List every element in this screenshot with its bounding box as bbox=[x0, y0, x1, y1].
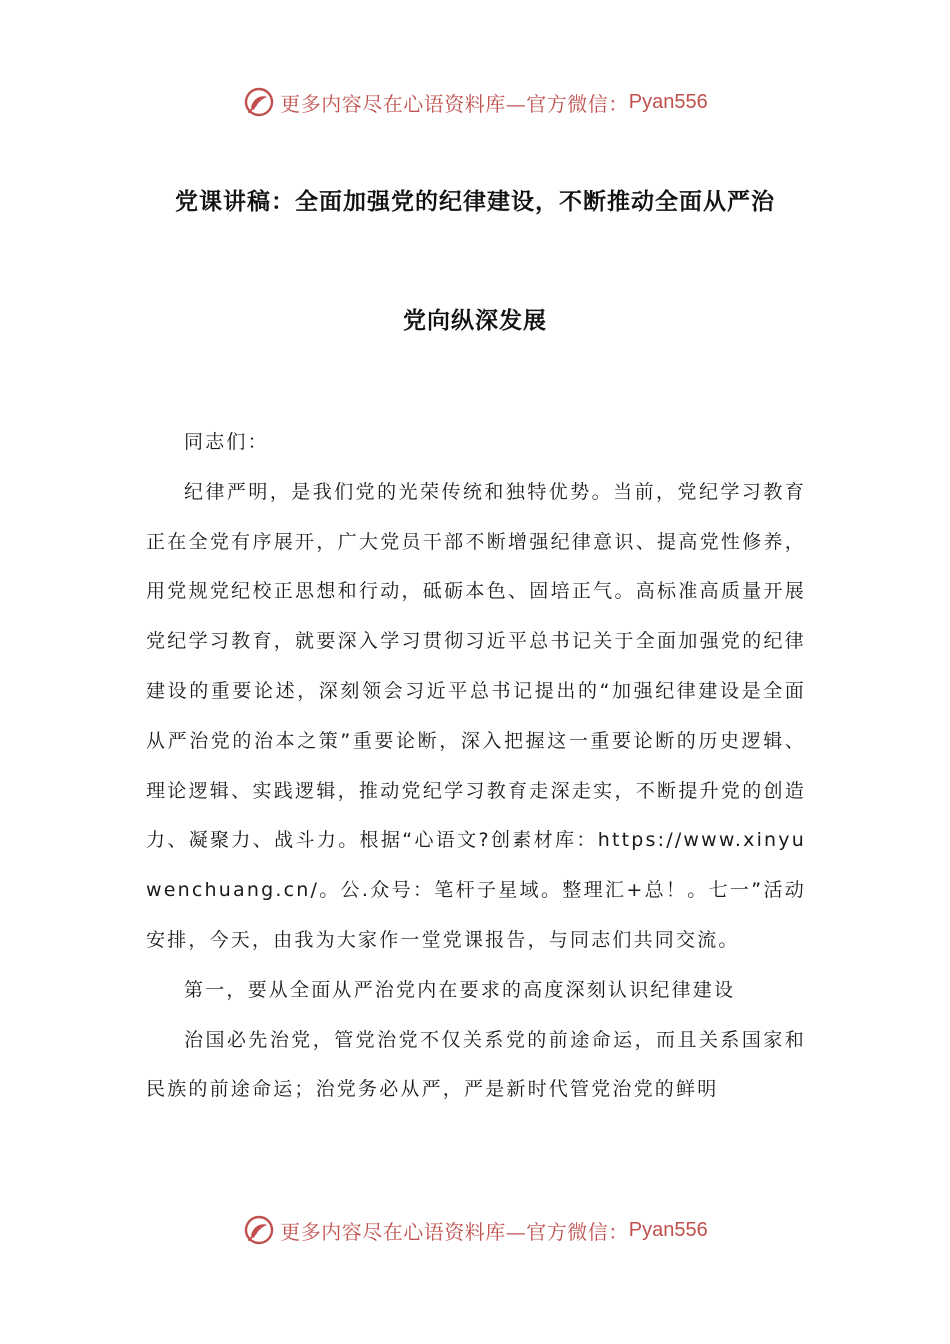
document-body bbox=[146, 418, 806, 1115]
document-title-line1: 党课讲稿：全面加强党的纪律建设，不断推动全面从严治 bbox=[175, 189, 775, 215]
banner-wechat-id: Pyan556 bbox=[628, 1218, 708, 1241]
banner-text: 更多内容尽在心语资料库—官方微信： bbox=[280, 91, 629, 116]
document-title-line2: 党向纵深发展 bbox=[403, 308, 547, 334]
banner-text: 更多内容尽在心语资料库—官方微信： bbox=[280, 1219, 629, 1244]
paragraph-greeting: 同志们： bbox=[184, 431, 269, 453]
paragraph: 纪律严明，是我们党的光荣传统和独特优势。当前，党纪学习教育正在全党有序展开，广大党员干部不断增强纪律意识、提高党性修养，用党规党纪校正思想和行动，砥砺本色、固培正气。高标准高质量开展党纪学习教育，就要深入学习贯彻习近平总书记关于全面加强党的纪律建设的重要论述，深刻领会习近平总书记提出的“加强纪律建设是全面从严治党的治本之策”重要论断，深入把握这一重要论断的历史逻辑、理论逻辑、实践逻辑，推动党纪学习教育走深走实，不断提升党的创造力、凝聚力、战斗力。根据“心语文?创素材库：https://www.xinyuwenchuang.cn/。公.众号：笔杆子星域。整理汇+总！。七一”活动安排，今天，由我为大家作一堂党课报告，与同志们共同交流。 bbox=[146, 480, 806, 951]
banner-wechat-id: Pyan556 bbox=[628, 90, 708, 113]
paragraph: 治国必先治党，管党治党不仅关系党的前途命运，而且关系国家和民族的前途命运；治党务必从严，严是新时代管党治党的鲜明 bbox=[146, 1028, 806, 1101]
pen-swirl-logo-icon bbox=[242, 85, 276, 119]
footer-banner bbox=[0, 1210, 950, 1250]
header-banner bbox=[0, 82, 950, 122]
pen-swirl-logo-icon bbox=[242, 1213, 276, 1247]
section-heading: 第一，要从全面从严治党内在要求的高度深刻认识纪律建设 bbox=[184, 978, 736, 1001]
